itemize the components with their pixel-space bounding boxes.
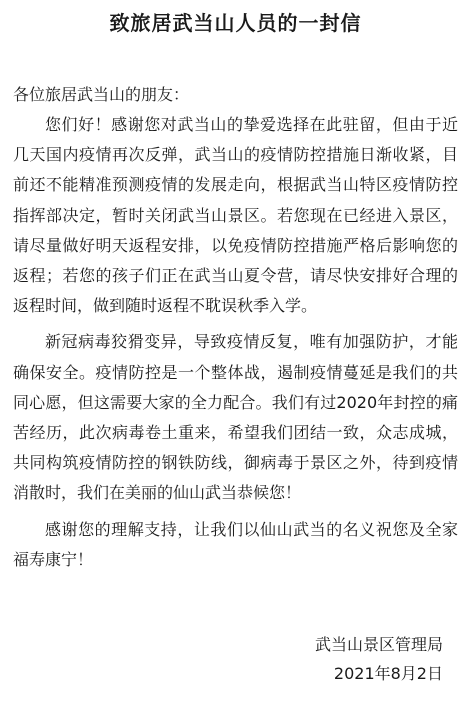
letter-paragraph-1: 您们好！感谢您对武当山的挚爱选择在此驻留，但由于近几天国内疫情再次反弹，武当山的疫情防控措施日渐收紧，目前还不能精准预测疫情的发展走向，根据武当山特区疫情防控指挥部决定，暂时关闭武当山景区。若您现在已经进入景区，请尽量做好明天返程安排，以免疫情防控措施严格后影响您的返程；若您的孩子们正在武当山夏令营，请尽快安排好合理的返程时间，做到随时返程不耽误秋季入学。 [13, 115, 458, 316]
letter-salutation: 各位旅居武当山的朋友： [13, 85, 190, 104]
signature-date: 2021年8月2日 [333, 664, 443, 683]
letter-paragraph-2: 新冠病毒狡猾变异，导致疫情反复，唯有加强防护，才能确保安全。疫情防控是一个整体战，遏制疫情蔓延是我们的共同心愿，但这需要大家的全力配合。我们有过2020年封控的痛苦经历，此次病毒卷土重来，希望我们团结一致，众志成城，共同构筑疫情防控的钢铁防线，御病毒于景区之外，待到疫情消散时，我们在美丽的仙山武当恭候您！ [13, 332, 458, 503]
letter-title: 致旅居武当山人员的一封信 [109, 11, 362, 35]
signature-organization: 武当山景区管理局 [314, 635, 443, 654]
letter-paragraph-3: 感谢您的理解支持，让我们以仙山武当的名义祝您及全家福寿康宁！ [13, 519, 458, 569]
letter-signature [315, 630, 443, 688]
